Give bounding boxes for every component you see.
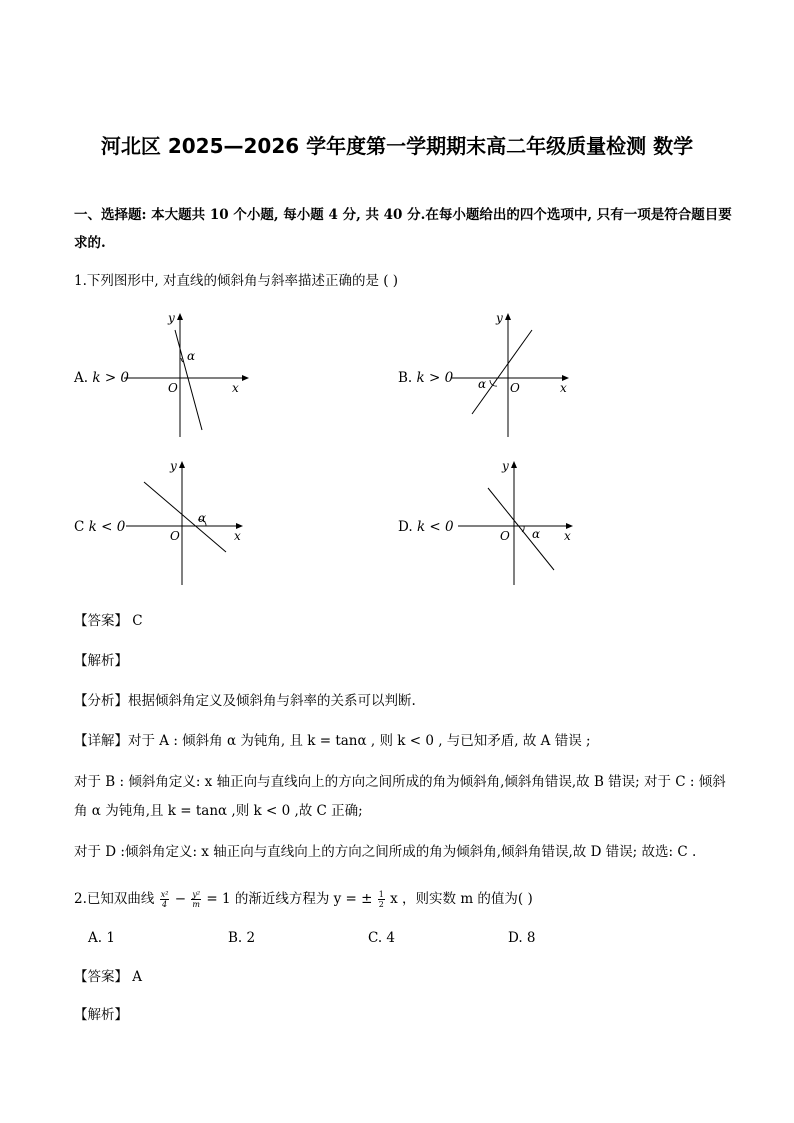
fraction-numerator: x² [160,890,169,899]
option-c-condition: k < 0 [88,519,126,535]
figure-b [452,312,582,442]
figure-d-alpha: α [532,527,541,541]
question-1-detail-a: 【详解】对于 A : 倾斜角 α 为钝角, 且 k = tanα , 则 k < 0 , 与已知矛盾, 故 A 错误 ; [74,733,591,749]
question-2-answer: 【答案】 A [74,969,143,985]
question-2-analysis-heading: 【解析】 [74,1007,128,1023]
option-d-label [398,518,454,536]
option-d-letter: D. [398,519,413,535]
figure-b-alpha: α [478,377,487,391]
figure-c-origin: O [170,529,180,543]
figure-c-x-label: x [234,529,241,543]
choice-d: D. 8 [508,930,536,946]
figure-a-x-label: x [232,381,239,395]
question-1-detail-b1: 对于 B : 倾斜角定义: x 轴正向与直线向上的方向之间所成的角为倾斜角,倾斜角错误,故 B 错误; 对于 C : 倾斜 [74,774,726,790]
figure-c-y-label: y [170,459,177,473]
figure-c-alpha: α [198,511,207,525]
choice-c: C. 4 [368,930,396,946]
fraction-1-over-2 [378,890,385,909]
figure-a-y-label: y [168,311,175,325]
figure-a-line [175,330,202,430]
option-a-letter: A. [74,370,89,386]
figure-d [458,460,588,590]
option-b-letter: B. [398,370,413,386]
question-1-fenxi: 【分析】根据倾斜角定义及倾斜角与斜率的关系可以判断. [74,693,416,709]
figure-b-origin: O [510,381,520,395]
figure-a-origin: O [168,381,178,395]
page-title: 河北区 2025—2026 学年度第一学期期末高二年级质量检测 数学 [100,134,694,158]
minus-sign: − [174,891,187,907]
fraction-denominator: 4 [162,900,168,909]
section-heading-line1: 一、选择题: 本大题共 10 个小题, 每小题 4 分, 共 40 分.在每小题给出的四个选项中, 只有一项是符合题目要 [74,207,732,223]
question-2-stem [74,888,533,910]
choice-b: B. 2 [228,930,256,946]
question-2-stem-post: x ，则实数 m 的值为( ) [390,891,533,907]
figure-d-x-label: x [564,529,571,543]
figure-a-y-arrow [177,313,183,320]
figure-c-y-arrow [179,461,185,468]
fraction-denominator: m [192,900,200,909]
figure-d-y-label: y [502,459,509,473]
figure-a [124,312,254,442]
figure-c-line [144,482,226,552]
fraction-x2-over-4 [160,890,170,909]
figure-a-alpha: α [187,349,196,363]
figure-a-x-arrow [242,375,249,381]
figure-b-y-arrow [505,313,511,320]
question-2-stem-pre: 2.已知双曲线 [74,891,155,907]
question-1-detail-d: 对于 D :倾斜角定义: x 轴正向与直线向上的方向之间所成的角为倾斜角,倾斜角错误,故 D 错误; 故选: C . [74,844,697,860]
choice-a: A. 1 [88,930,115,946]
question-1-answer: 【答案】 C [74,613,143,629]
figure-b-x-label: x [560,381,567,395]
option-c-letter: C [74,519,85,535]
option-b-condition: k > 0 [416,370,454,386]
question-1-analysis-heading: 【解析】 [74,653,128,669]
option-b-label [398,369,453,387]
fraction-numerator: 1 [378,890,384,899]
figure-c [126,460,256,590]
option-a-condition: k > 0 [92,370,130,386]
option-c-label [74,518,125,536]
option-d-condition: k < 0 [416,519,454,535]
question-1-stem: 1.下列图形中, 对直线的倾斜角与斜率描述正确的是 ( ) [74,273,399,289]
question-2-stem-mid: = 1 的渐近线方程为 y = ± [206,891,373,907]
question-1-detail-b2: 角 α 为钝角,且 k = tanα ,则 k < 0 ,故 C 正确; [74,803,363,819]
figure-d-line [488,488,554,570]
fraction-denominator: 2 [378,900,384,909]
figure-b-y-label: y [496,311,503,325]
figure-b-line [472,330,532,414]
figure-d-origin: O [500,529,510,543]
figure-d-y-arrow [511,461,517,468]
fraction-y2-over-m [191,890,201,909]
fraction-numerator: y² [192,890,201,899]
section-heading-line2: 求的. [74,235,106,251]
option-a-label [74,369,129,387]
